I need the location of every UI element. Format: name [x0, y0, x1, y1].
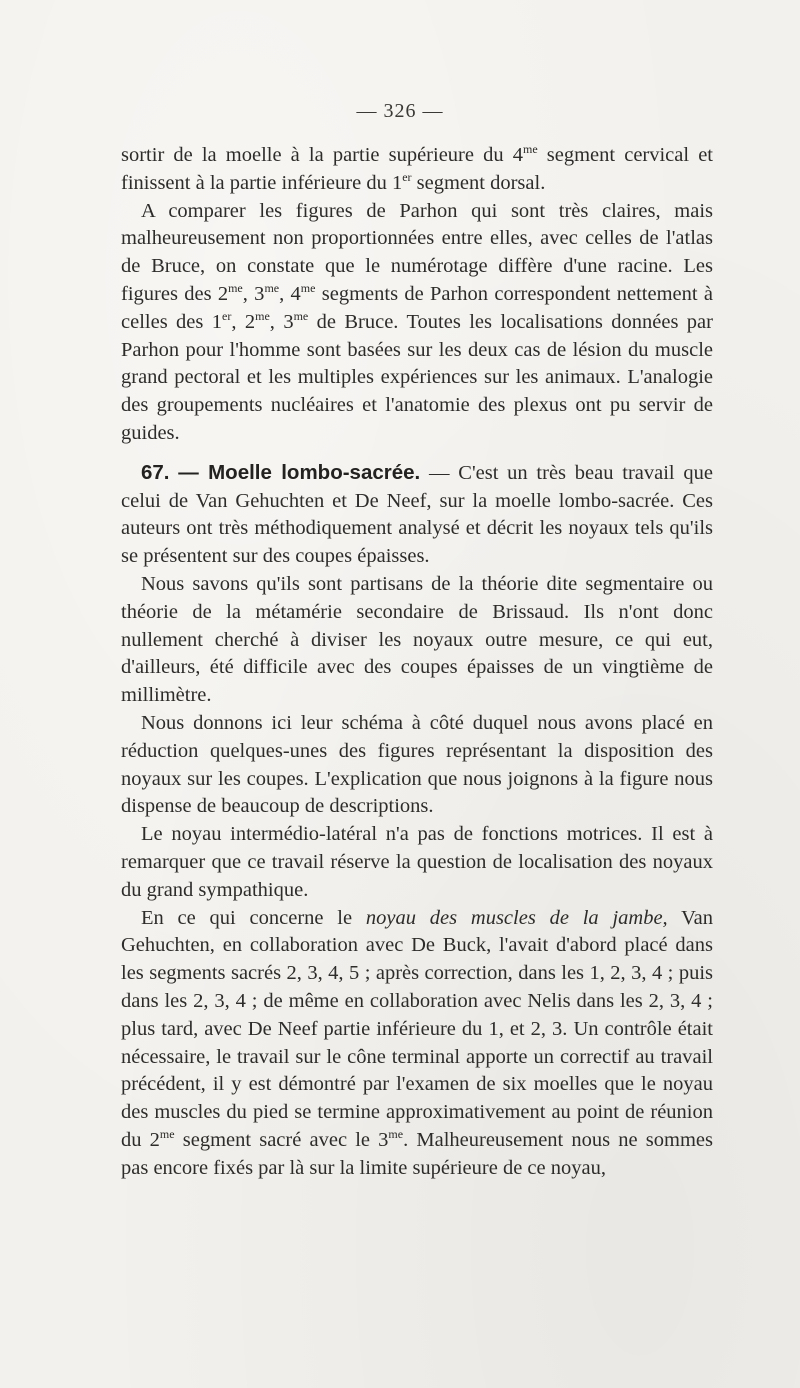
text-run: , 4	[279, 282, 301, 305]
paragraph-5: Nous donnons ici leur schéma à côté duquel nous avons placé en réduction quelques-unes des figures représentant la disposition des noyaux sur les coupes. L'explication que nous joignons à la figure nous dispense de beaucoup de descriptions.	[121, 711, 713, 818]
text-run: , 3	[269, 310, 294, 333]
superscript: me	[293, 308, 309, 323]
paragraph-4: Nous savons qu'ils sont partisans de la théorie dite segmentaire ou théorie de la métamérie secondaire de Brissaud. Ils n'ont donc nullement cherché à diviser les noyaux outre mesure, ce qui eut, d'ailleurs, été difficile avec des coupes épaisses de un vingtième de millimètre.	[121, 572, 713, 707]
superscript: me	[228, 280, 243, 295]
section-number: 67.	[141, 460, 170, 484]
paragraph-3-section-67	[121, 459, 713, 571]
paragraph-6: Le noyau intermédio-latéral n'a pas de fonctions motrices. Il est à remarquer que ce travail réserve la question de localisation des noyaux du grand sympathique.	[121, 823, 713, 901]
text-run: segment sacré avec le 3	[174, 1128, 389, 1151]
superscript: me	[522, 142, 538, 156]
section-title: — Moelle lombo-sacrée.	[178, 460, 421, 484]
text-run: sortir de la moelle à la partie supérieure du 4	[121, 144, 523, 166]
paragraph-1	[121, 142, 713, 198]
text-run: En ce qui concerne le	[141, 906, 366, 929]
superscript: er	[402, 169, 412, 184]
text-run: segment dorsal.	[411, 171, 546, 194]
superscript: me	[264, 280, 280, 295]
text-run: segments de Parhon correspondent nettement à celles des 1	[121, 282, 713, 333]
superscript: me	[159, 1126, 175, 1141]
paragraph-2	[121, 198, 713, 448]
body-text	[121, 142, 713, 1182]
superscript: me	[300, 280, 316, 295]
text-run: . Malheureusement nous ne sommes pas encore fixés par là sur la limite supérieure de ce noyau,	[121, 1128, 714, 1179]
text-run: A comparer les figures de Parhon qui sont très claires, mais malheureusement non proportionnées entre elles, avec celles de l'atlas de Bruce, on constate que le numérotage diffère d'une racine. Les figures des 2	[121, 199, 713, 305]
text-run: — C'est un très beau travail que celui de Van Gehuchten et De Neef, sur la moelle lombo-sacrée. Ces auteurs ont très méthodiquement analysé et décrit les noyaux tels qu'ils se présentent sur des coupes épaisses.	[121, 461, 713, 568]
text-run: , 2	[231, 310, 256, 333]
superscript: er	[222, 308, 232, 323]
text-run: , 3	[242, 282, 265, 305]
paragraph-7	[121, 905, 713, 1183]
text-run: de Bruce. Toutes les localisations données par Parhon pour l'homme sont basées sur les deux cas de lésion du muscle grand pectoral et les multiples expériences sur les animaux. L'analogie des groupements nucléaires et l'anatomie des plexus ont pu servir de guides.	[121, 310, 713, 444]
page-number: — 326 —	[356, 100, 444, 122]
superscript: me	[255, 308, 270, 323]
text-run: segment cervical et finissent à la partie inférieure du 1	[121, 144, 713, 194]
text-run: Van Gehuchten, en collaboration avec De Buck, l'avait d'abord placé dans les segments sacrés 2, 3, 4, 5 ; après correction, dans les 1, 2, 3, 4 ; puis dans les 2, 3, 4 ; de même en collaboration avec Nelis dans les 2, 3, 4 ; plus tard, avec De Neef partie inférieure du 1, et 2, 3. Un contrôle était nécessaire, le travail sur le cône terminal apporte un correctif au travail précédent, il y est démontré par l'examen de six moelles que le noyau des muscles du pied se termine approximativement au point de réunion du 2	[121, 906, 713, 1151]
italic-text: noyau des muscles de la jambe,	[365, 906, 668, 929]
superscript: me	[388, 1126, 404, 1141]
